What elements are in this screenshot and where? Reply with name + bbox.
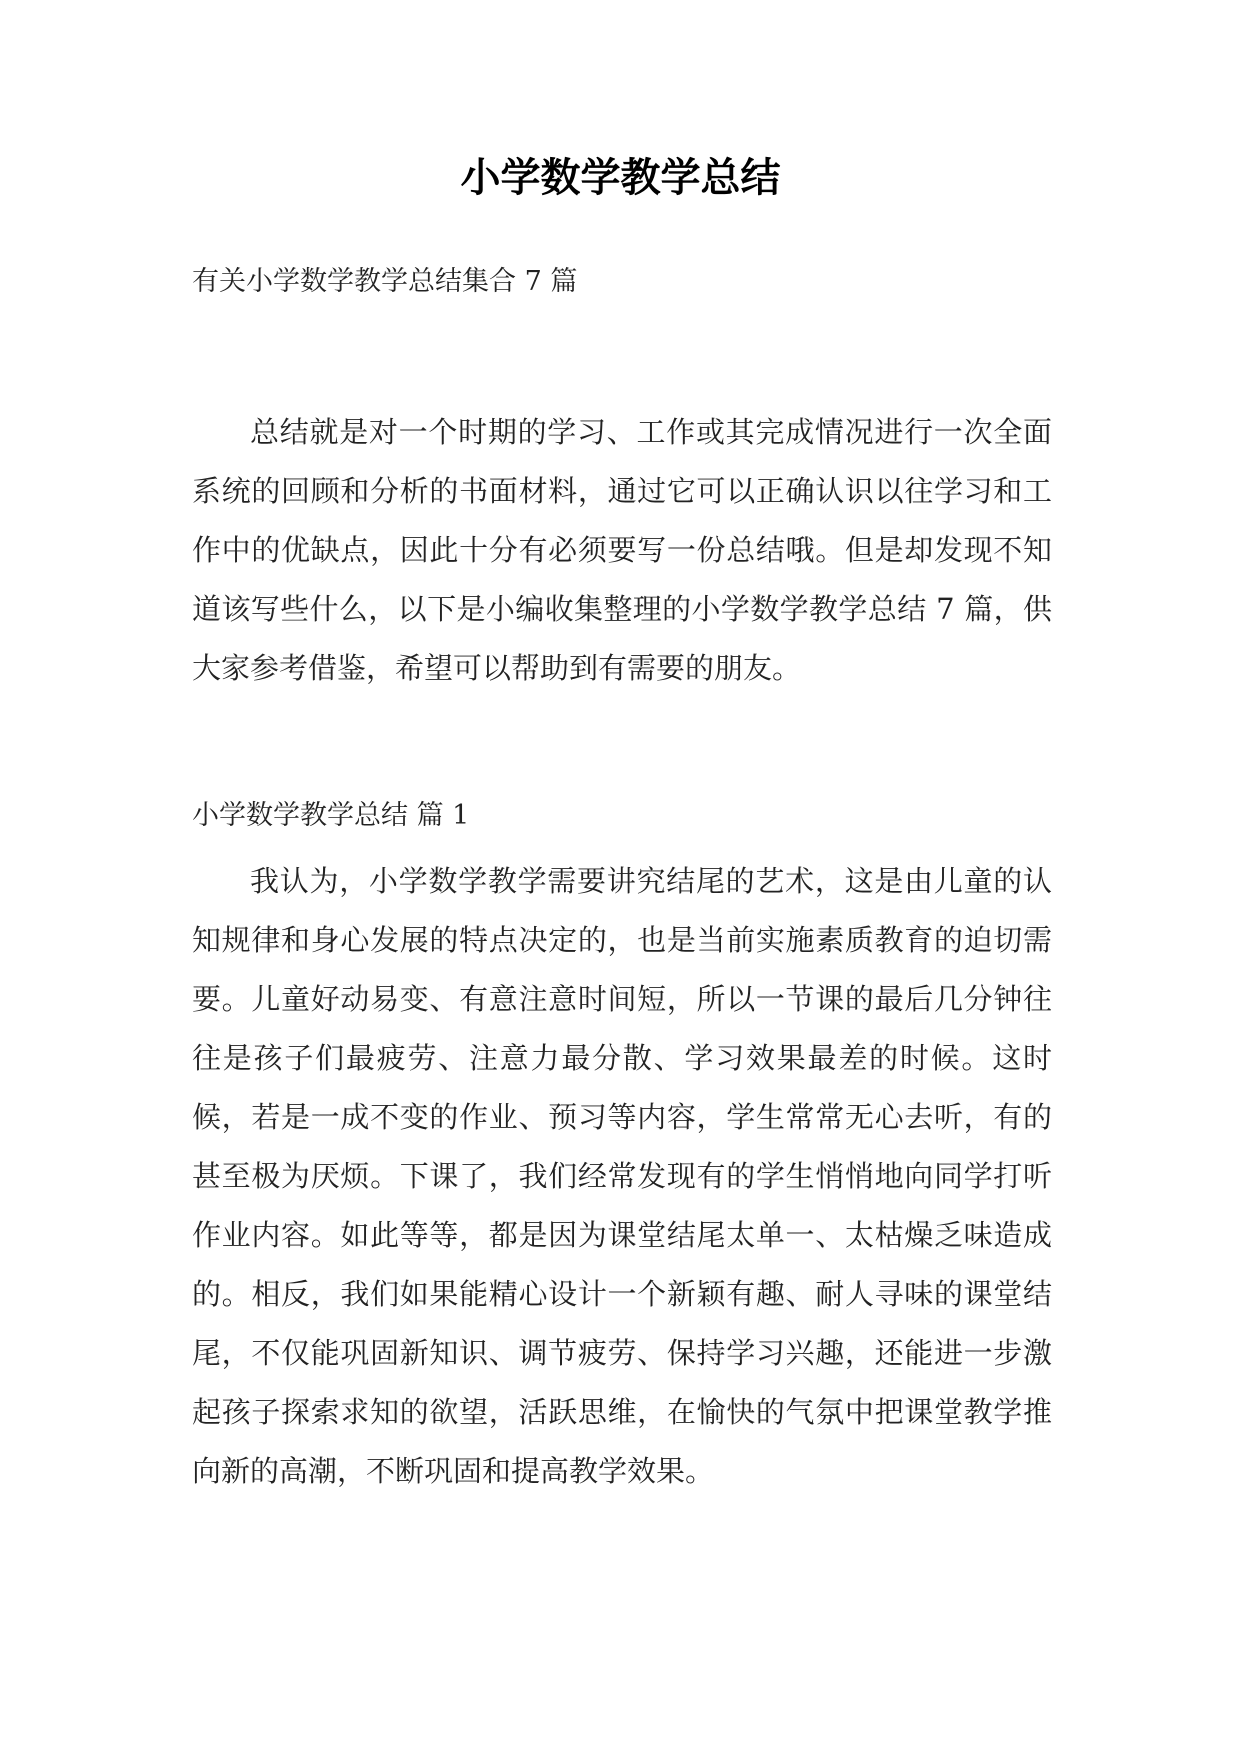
intro-paragraph: 总结就是对一个时期的学习、工作或其完成情况进行一次全面系统的回顾和分析的书面材料，通过它可以正确认识以往学习和工作中的优缺点，因此十分有必须要写一份总结哦。但是却发现不知道该写些什么，以下是小编收集整理的小学数学教学总结 7 篇，供大家参考借鉴，希望可以帮助到有需要的朋友。 <box>192 415 1052 685</box>
section-paragraph-1: 我认为，小学数学教学需要讲究结尾的艺术，这是由儿童的认知规律和身心发展的特点决定的，也是当前实施素质教育的迫切需要。儿童好动易变、有意注意时间短，所以一节课的最后几分钟往往是孩子们最疲劳、注意力最分散、学习效果最差的时候。这时候，若是一成不变的作业、预习等内容，学生常常无心去听，有的甚至极为厌烦。下课了，我们经常发现有的学生悄悄地向同学打听作业内容。如此等等，都是因为课堂结尾太单一、太枯燥乏味造成的。相反，我们如果能精心设计一个新颖有趣、耐人寻味的课堂结尾，不仅能巩固新知识、调节疲劳、保持学习兴趣，还能进一步激起孩子探索求知的欲望，活跃思维，在愉快的气氛中把课堂教学推向新的高潮，不断巩固和提高教学效果。 <box>192 864 1052 1488</box>
document-title: 小学数学教学总结 <box>460 155 781 201</box>
document-subtitle: 有关小学数学教学总结集合 7 篇 <box>192 266 578 297</box>
section-heading-1: 小学数学教学总结 篇 1 <box>192 800 470 831</box>
